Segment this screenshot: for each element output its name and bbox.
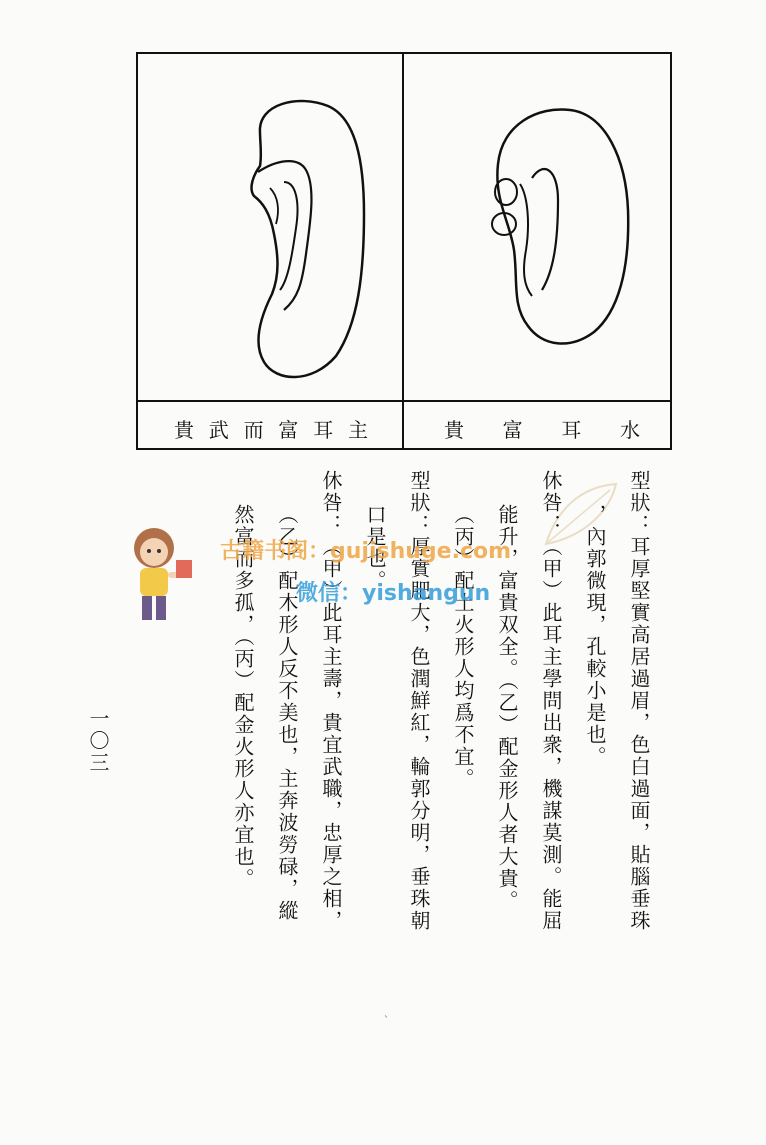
left-caption-char: 主 [347,417,368,442]
right-caption-char: 水 [619,417,640,442]
left-caption [174,410,368,446]
text-column: （乙）配木形人反不美也，主奔波勞碌，縱 [275,504,299,922]
text-column: 然富而多孤，（丙）配金火形人亦宜也。 [231,504,255,890]
right-ear-drawing [458,100,638,360]
illustration-frame [136,52,672,450]
watermark-line-1: 古籍书阁：gujishuge.com [220,539,512,564]
text-column: 休咎：（甲）此耳主壽，貴宜武職，忠厚之相， [319,470,343,932]
right-caption-char: 耳 [561,417,582,442]
left-caption-char: 武 [208,417,229,442]
text-column: （丙）配土火形人均爲不宜。 [451,504,475,790]
text-column: ，內郭微現，孔較小是也。 [583,504,607,768]
text-column: 休咎：（甲）此耳主學問出衆，機謀莫測。能屈 [539,470,563,932]
caption-rule-right [404,400,670,402]
left-caption-char: 貴 [174,417,194,442]
caption-rule-left [138,400,402,402]
right-caption-char: 貴 [444,417,464,442]
watermark-line-2: 微信：yishangun [296,581,491,606]
mascot-icon [120,520,200,630]
page-number: 一〇三 [86,708,110,774]
panel-divider [402,54,404,448]
right-caption-char: 富 [502,417,523,442]
left-caption-char: 富 [278,417,299,442]
text-column: 能升，富貴双全。（乙）配金形人者大貴。 [495,504,519,912]
right-caption [444,410,640,446]
text-column: 型狀：耳厚堅實高居過眉，色白過面，貼腦垂珠 [627,470,651,932]
text-column: 口是也。 [363,504,387,592]
left-caption-char: 耳 [313,417,334,442]
left-caption-char: 而 [243,417,264,442]
text-column: 型狀：厚實肥大，色潤鮮紅，輪郭分明，垂珠朝 [407,470,431,932]
left-ear-drawing [188,84,388,394]
stray-mark: ˋ [384,1016,389,1027]
watermark [120,520,560,640]
